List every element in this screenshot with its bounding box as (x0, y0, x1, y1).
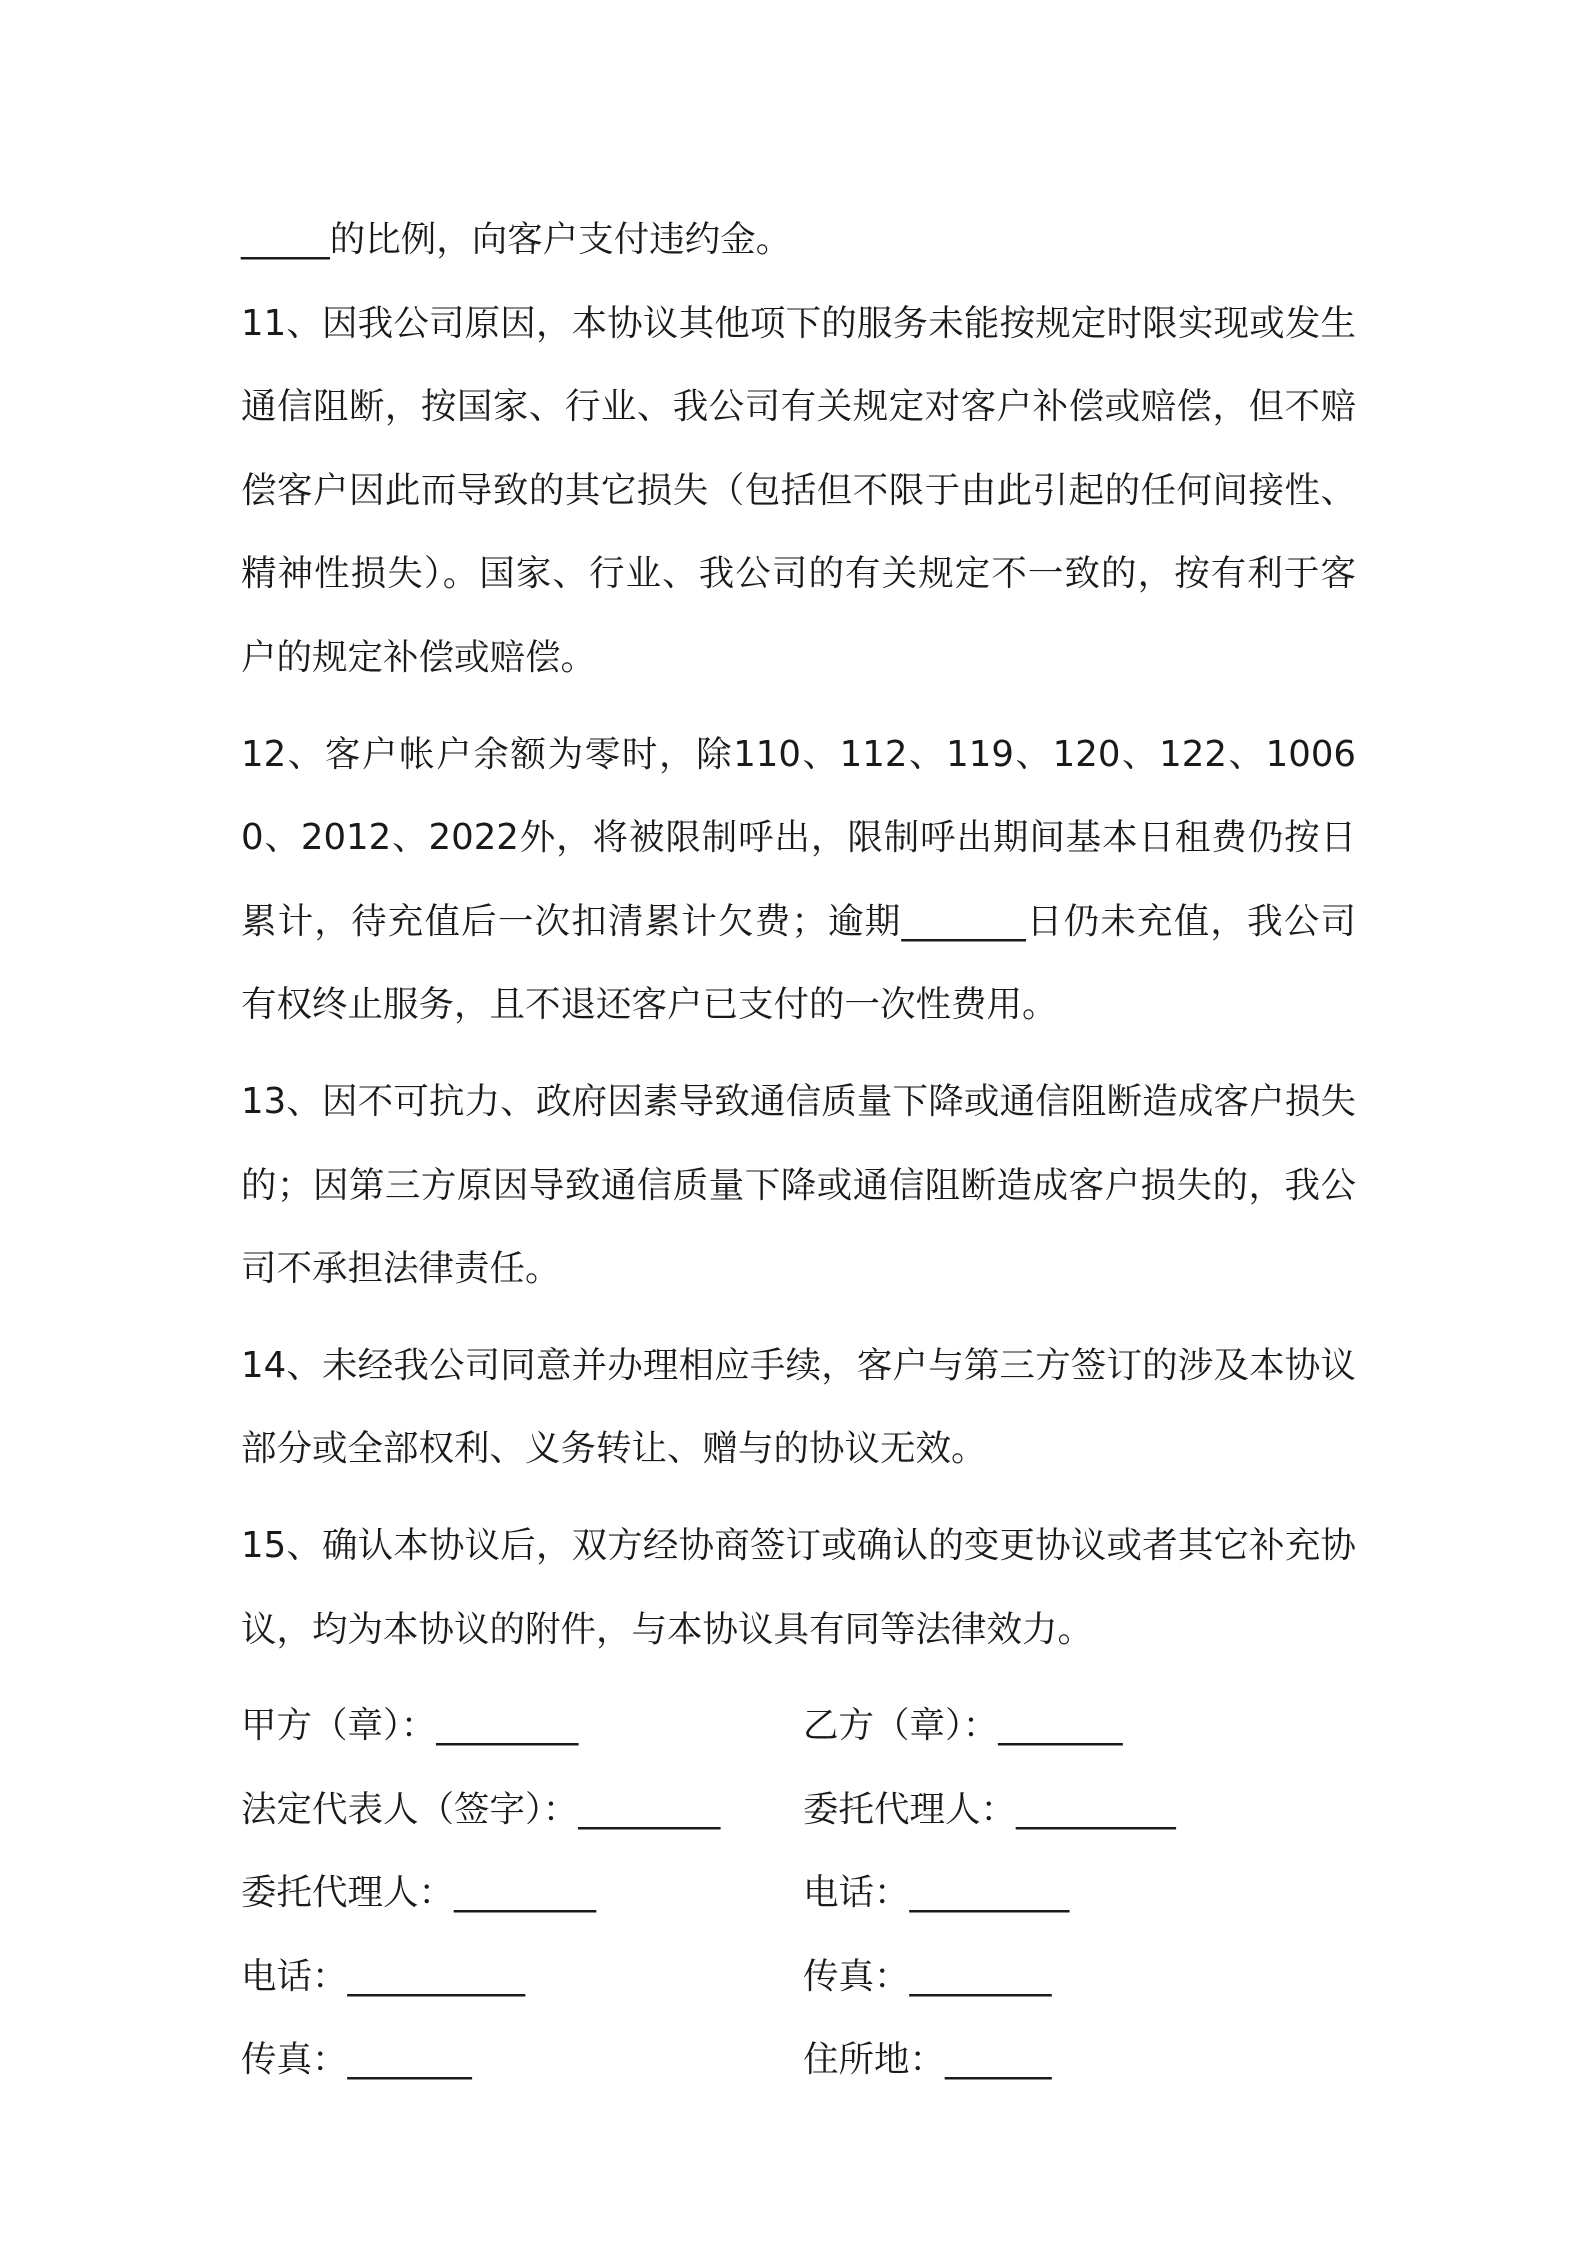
paragraph-clause-15: 15、确认本协议后，双方经协商签订或确认的变更协议或者其它补充协议，均为本协议的附件，与本协议具有同等法律效力。 (241, 1524, 1356, 1650)
party-b-fax-field: 传真：________ (803, 1955, 1052, 1997)
party-b-agent-field: 委托代理人：_________ (803, 1788, 1176, 1830)
signature-row (241, 1851, 1356, 1935)
party-b-seal-field: 乙方（章）：_______ (803, 1705, 1123, 1747)
party-b-address-field: 住所地：______ (803, 2039, 1052, 2081)
party-a-fax-field: 传真：_______ (241, 2039, 472, 2081)
paragraph-clause-12: 12、客户帐户余额为零时，除110、112、119、120、122、10060、2012、2022外，将被限制呼出，限制呼出期间基本日租费仍按日累计，待充值后一次扣清累计欠费；逾期_______日仍未充值，我公司有权终止服务，且不退还客户已支付的一次性费用。 (241, 733, 1356, 1026)
paragraph-clause-11: 11、因我公司原因，本协议其他项下的服务未能按规定时限实现或发生通信阻断，按国家、行业、我公司有关规定对客户补偿或赔偿，但不赔偿客户因此而导致的其它损失（包括但不限于由此引起的任何间接性、精神性损失）。国家、行业、我公司的有关规定不一致的，按有利于客户的规定补偿或赔偿。 (241, 302, 1356, 678)
party-a-agent-field: 委托代理人：________ (241, 1872, 597, 1914)
party-a-phone-field: 电话：__________ (241, 1955, 526, 1997)
paragraph-clause-14: 14、未经我公司同意并办理相应手续，客户与第三方签订的涉及本协议部分或全部权利、义务转让、赠与的协议无效。 (241, 1344, 1356, 1470)
signature-row (241, 1768, 1356, 1852)
party-b-phone-field: 电话：_________ (803, 1872, 1070, 1914)
party-a-seal-field: 甲方（章）：________ (241, 1705, 579, 1747)
party-a-legal-rep-field: 法定代表人（签字）：________ (241, 1788, 721, 1830)
paragraph-penalty-ratio: _____的比例，向客户支付违约金。 (241, 219, 792, 260)
signature-row (241, 1684, 1356, 1768)
paragraph-clause-13: 13、因不可抗力、政府因素导致通信质量下降或通信阻断造成客户损失的；因第三方原因导致通信质量下降或通信阻断造成客户损失的，我公司不承担法律责任。 (241, 1080, 1356, 1290)
signature-row (241, 1935, 1356, 2019)
signature-row (241, 2018, 1356, 2102)
document-body (241, 198, 1356, 2102)
signature-block (241, 1684, 1356, 2102)
